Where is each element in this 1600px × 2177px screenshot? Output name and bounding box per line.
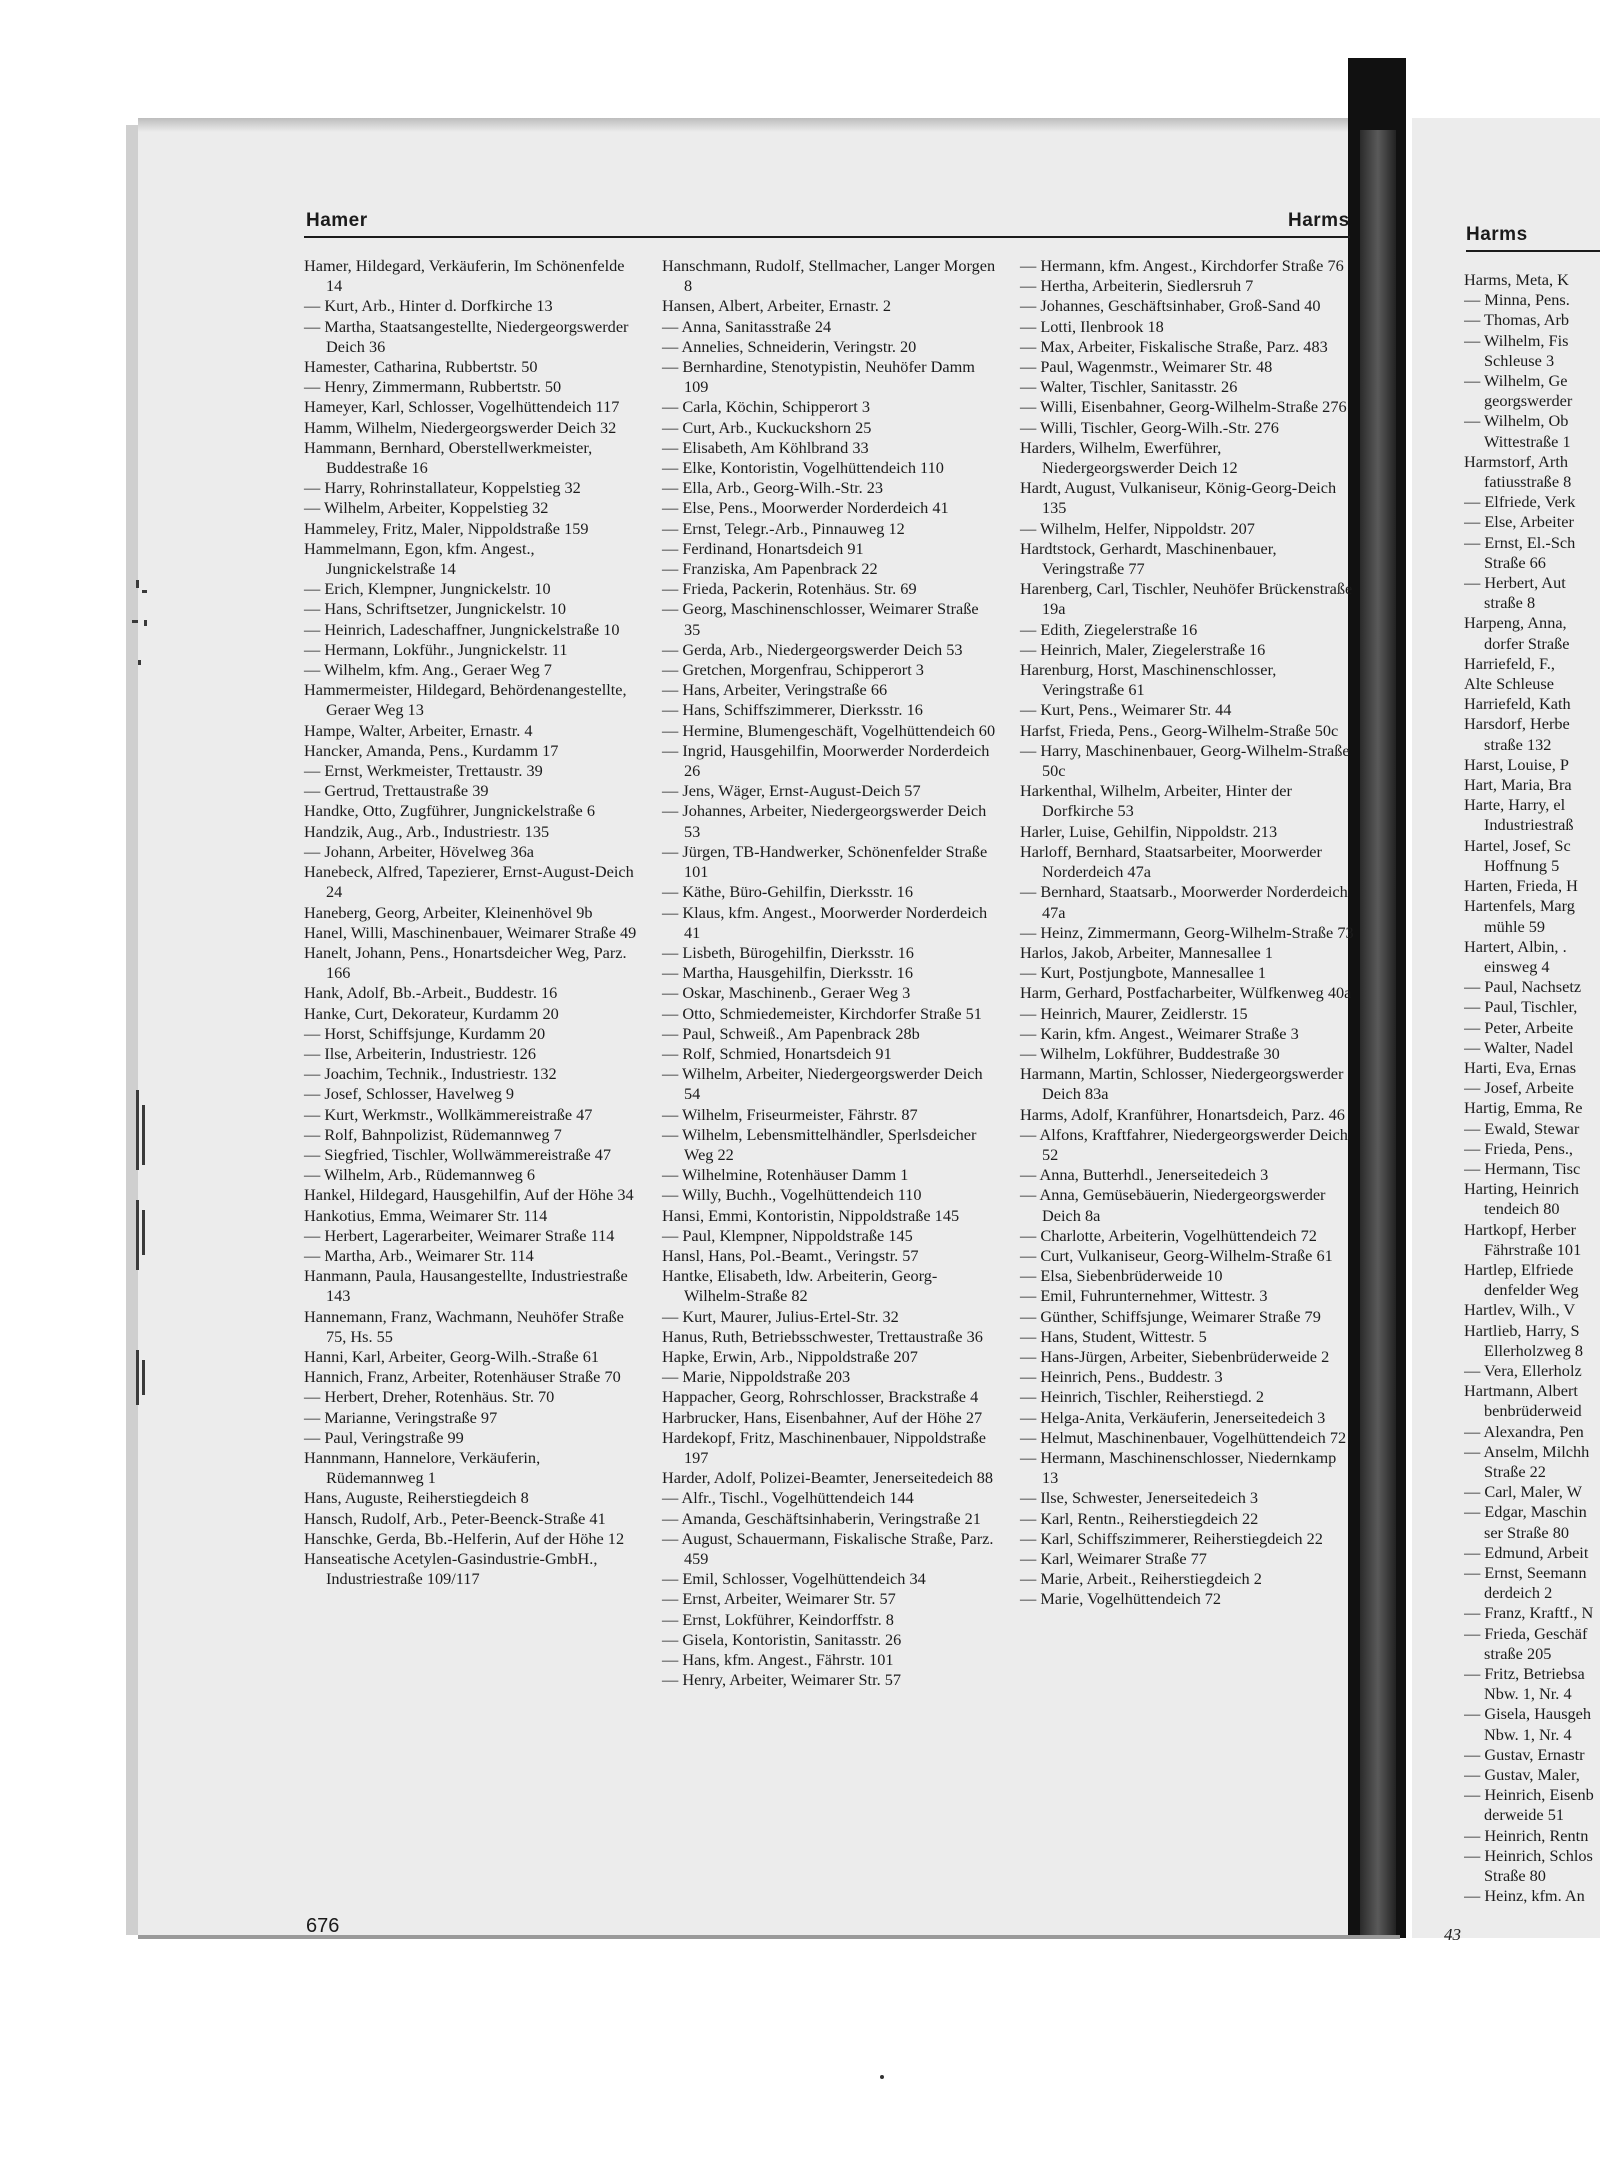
directory-entry: Hankotius, Emma, Weimarer Str. 114 bbox=[304, 1205, 548, 1225]
directory-entry: — Willy, Buchh., Vogelhüttendeich 110 bbox=[662, 1185, 922, 1205]
directory-entry: — Erich, Klempner, Jungnickelstr. 10 bbox=[304, 579, 551, 599]
directory-entry-fragment: — Ernst, Seemann bbox=[1464, 1563, 1587, 1582]
directory-entry-fragment: ser Straße 80 bbox=[1484, 1522, 1569, 1542]
directory-entry: — Bernhard, Staatsarb., Moorwerder Norderdeich 47a bbox=[1020, 882, 1348, 922]
directory-entry-fragment: Hartel, Josef, Sc bbox=[1464, 835, 1571, 855]
directory-entry: Hamester, Catharina, Rubbertstr. 50 bbox=[304, 357, 538, 377]
directory-entry: — Jürgen, TB-Handwerker, Schönenfelder Straße 101 bbox=[662, 841, 988, 882]
directory-entry: — Jens, Wäger, Ernst-August-Deich 57 bbox=[662, 781, 921, 801]
directory-entry: Hammermeister, Hildegard, Behördenangestellte, Geraer Weg 13 bbox=[304, 680, 627, 720]
directory-entry: Hanus, Ruth, Betriebsschwester, Trettaustraße 36 bbox=[662, 1326, 983, 1346]
directory-entry: — Josef, Schlosser, Havelweg 9 bbox=[304, 1084, 515, 1104]
directory-entry: — Curt, Arb., Kuckuckshorn 25 bbox=[662, 417, 872, 437]
directory-entry: — Alfr., Tischl., Vogelhüttendeich 144 bbox=[662, 1488, 914, 1508]
directory-entry: — Heinz, Zimmermann, Georg-Wilhelm-Straße 73 bbox=[1020, 922, 1354, 942]
speck bbox=[880, 2075, 884, 2079]
left-header-word: Hamer bbox=[306, 210, 368, 231]
directory-entry: — Paul, Veringstraße 99 bbox=[304, 1427, 464, 1447]
directory-entry: Hamer, Hildegard, Verkäuferin, Im Schönenfelde 14 bbox=[304, 256, 625, 296]
directory-entry-fragment: Hartenfels, Marg bbox=[1464, 896, 1575, 916]
directory-entry-fragment: Hoffnung 5 bbox=[1484, 855, 1560, 875]
directory-entry-fragment: — Ewald, Stewar bbox=[1464, 1118, 1580, 1138]
directory-entry-fragment: Harst, Louise, P bbox=[1464, 754, 1569, 774]
directory-entry-fragment: Hartlev, Wilh., V bbox=[1464, 1300, 1576, 1320]
directory-entry: Harlos, Jakob, Arbeiter, Mannesallee 1 bbox=[1020, 942, 1273, 962]
directory-entry: — Ilse, Schwester, Jenerseitedeich 3 bbox=[1020, 1488, 1259, 1508]
directory-entry: — Henry, Zimmermann, Rubbertstr. 50 bbox=[304, 377, 562, 397]
directory-entry: — Georg, Maschinenschlosser, Weimarer Straße 35 bbox=[662, 599, 979, 639]
margin-mark bbox=[144, 620, 147, 626]
directory-entry-fragment: denfelder Weg bbox=[1484, 1280, 1579, 1300]
directory-entry: — Rolf, Bahnpolizist, Rüdemannweg 7 bbox=[304, 1124, 562, 1144]
directory-entry: — Günther, Schiffsjunge, Weimarer Straße 79 bbox=[1020, 1306, 1321, 1326]
directory-entry-fragment: Harting, Heinrich bbox=[1464, 1179, 1579, 1199]
directory-entry-fragment: Straße 22 bbox=[1484, 1461, 1546, 1481]
directory-entry-fragment: — Wilhelm, Fis bbox=[1464, 330, 1569, 350]
margin-mark bbox=[132, 620, 138, 623]
directory-entry-fragment: straße 8 bbox=[1484, 593, 1536, 613]
directory-entry: — Harry, Maschinenbauer, Georg-Wilhelm-Straße 50c bbox=[1020, 740, 1350, 781]
directory-entry: Hanschmann, Rudolf, Stellmacher, Langer Morgen 8 bbox=[662, 256, 996, 296]
directory-entry-fragment: Harsdorf, Herbe bbox=[1464, 714, 1570, 734]
page-top-shadow bbox=[138, 118, 1400, 132]
directory-entry-fragment: Hartig, Emma, Re bbox=[1464, 1098, 1583, 1118]
directory-entry-fragment: Nbw. 1, Nr. 4 bbox=[1484, 1684, 1572, 1704]
directory-entry: — Heinrich, Tischler, Reiherstiegd. 2 bbox=[1020, 1387, 1264, 1407]
directory-entry-fragment: Hartlieb, Harry, S bbox=[1464, 1320, 1580, 1340]
directory-entry: — Siegfried, Tischler, Wollwämmereistraße 47 bbox=[304, 1144, 612, 1164]
directory-entry: — Wilhelm, kfm. Ang., Geraer Weg 7 bbox=[304, 660, 552, 680]
directory-entry-fragment: — Wilhelm, Ge bbox=[1464, 371, 1568, 391]
directory-entry: — Henry, Arbeiter, Weimarer Str. 57 bbox=[662, 1670, 902, 1690]
directory-entry: Hanseatische Acetylen-Gasindustrie-GmbH., Industriestraße 109/117 bbox=[304, 1549, 598, 1589]
directory-entry: Hammann, Bernhard, Oberstellwerkmeister, Buddestraße 16 bbox=[304, 437, 593, 478]
directory-entry: — Bernhardine, Stenotypistin, Neuhöfer Damm 109 bbox=[662, 357, 975, 397]
directory-entry: — Ella, Arb., Georg-Wilh.-Str. 23 bbox=[662, 478, 884, 498]
directory-entry-fragment: derweide 51 bbox=[1484, 1805, 1565, 1825]
directory-entry-fragment: Hartert, Albin, . bbox=[1464, 936, 1567, 956]
directory-entry: — Ernst, Werkmeister, Trettaustr. 39 bbox=[304, 761, 543, 781]
directory-entry: Harm, Gerhard, Postfacharbeiter, Wülfkenweg 40a bbox=[1020, 983, 1352, 1003]
directory-entry: Harbrucker, Hans, Eisenbahner, Auf der Höhe 27 bbox=[662, 1407, 983, 1427]
directory-entry: — Herbert, Lagerarbeiter, Weimarer Straße 114 bbox=[304, 1225, 615, 1245]
directory-entry: — Willi, Tischler, Georg-Wilh.-Str. 276 bbox=[1020, 417, 1279, 437]
directory-entry: — Wilhelm, Friseurmeister, Fährstr. 87 bbox=[662, 1104, 918, 1124]
directory-entry: — Else, Pens., Moorwerder Norderdeich 41 bbox=[662, 498, 949, 518]
directory-entry: Hank, Adolf, Bb.-Arbeit., Buddestr. 16 bbox=[304, 983, 558, 1003]
directory-entry: — Martha, Hausgehilfin, Dierksstr. 16 bbox=[662, 963, 913, 983]
directory-entry: — Carla, Köchin, Schipperort 3 bbox=[662, 397, 870, 417]
margin-mark bbox=[142, 1105, 145, 1165]
directory-entry: Hanelt, Johann, Pens., Honartsdeicher Weg, Parz. 166 bbox=[304, 942, 627, 983]
directory-entry: — Heinrich, Pens., Buddestr. 3 bbox=[1020, 1367, 1223, 1387]
directory-entry: — Hans, Schriftsetzer, Jungnickelstr. 10 bbox=[304, 599, 567, 619]
directory-entry: — Hermann, Lokführ., Jungnickelstr. 11 bbox=[304, 639, 568, 659]
directory-entry-fragment: — Hermann, Tisc bbox=[1464, 1158, 1581, 1178]
directory-entry-fragment: — Josef, Arbeite bbox=[1464, 1078, 1574, 1098]
directory-entry: Hammeley, Fritz, Maler, Nippoldstraße 159 bbox=[304, 518, 589, 538]
directory-entry: — Ernst, Lokführer, Keindorffstr. 8 bbox=[662, 1609, 894, 1629]
directory-entry-fragment: Ellerholzweg 8 bbox=[1484, 1340, 1584, 1360]
directory-entry: — Emil, Fuhrunternehmer, Wittestr. 3 bbox=[1020, 1286, 1268, 1306]
directory-entry: — Franziska, Am Papenbrack 22 bbox=[662, 559, 878, 579]
directory-entry: — Wilhelm, Lokführer, Buddestraße 30 bbox=[1020, 1043, 1280, 1063]
directory-entry: — Kurt, Pens., Weimarer Str. 44 bbox=[1020, 700, 1232, 720]
directory-entry-fragment: — Heinrich, Rentn bbox=[1464, 1825, 1589, 1845]
directory-entry-fragment: — Gustav, Ernastr bbox=[1464, 1744, 1585, 1764]
directory-entry: Hansen, Albert, Arbeiter, Ernastr. 2 bbox=[662, 296, 892, 316]
directory-entry: Hardt, August, Vulkaniseur, König-Georg-Deich 135 bbox=[1020, 478, 1337, 518]
directory-entry-fragment: — Gustav, Maler, bbox=[1464, 1765, 1580, 1785]
directory-entry: — Hans, Schiffszimmerer, Dierksstr. 16 bbox=[662, 700, 923, 720]
directory-entry-fragment: — Walter, Nadel bbox=[1464, 1037, 1574, 1057]
directory-entry: Hampe, Walter, Arbeiter, Ernastr. 4 bbox=[304, 720, 533, 740]
directory-entry: — August, Schauermann, Fiskalische Straße, Parz. 459 bbox=[662, 1528, 994, 1568]
directory-entry-fragment: Wittestraße 1 bbox=[1484, 431, 1571, 451]
directory-entry: — Gisela, Kontoristin, Sanitasstr. 26 bbox=[662, 1629, 902, 1649]
directory-entry: Hancker, Amanda, Pens., Kurdamm 17 bbox=[304, 740, 559, 760]
directory-entry: — Horst, Schiffsjunge, Kurdamm 20 bbox=[304, 1023, 546, 1043]
directory-entry: Hanel, Willi, Maschinenbauer, Weimarer Straße 49 bbox=[304, 922, 637, 942]
directory-entry: — Rolf, Schmied, Honartsdeich 91 bbox=[662, 1043, 892, 1063]
directory-entry-fragment: mühle 59 bbox=[1484, 916, 1546, 936]
directory-entry: — Kurt, Maurer, Julius-Ertel-Str. 32 bbox=[662, 1306, 899, 1326]
directory-entry-fragment: Harriefeld, F., bbox=[1464, 653, 1555, 673]
directory-entry-fragment: Alte Schleuse bbox=[1464, 674, 1554, 694]
directory-entry: Hansch, Rudolf, Arb., Peter-Beenck-Straße 41 bbox=[304, 1508, 606, 1528]
directory-entry: Harders, Wilhelm, Ewerführer, Niedergeorgswerder Deich 12 bbox=[1020, 437, 1238, 478]
directory-entry: — Martha, Staatsangestellte, Niedergeorgswerder Deich 36 bbox=[304, 316, 629, 356]
directory-entry: — Ingrid, Hausgehilfin, Moorwerder Norderdeich 26 bbox=[662, 740, 990, 781]
directory-entry-fragment: straße 205 bbox=[1484, 1643, 1552, 1663]
directory-entry-fragment: — Wilhelm, Ob bbox=[1464, 411, 1569, 431]
directory-entry: Harenburg, Horst, Maschinenschlosser, Veringstraße 61 bbox=[1020, 660, 1277, 700]
book-gutter bbox=[1360, 130, 1396, 1936]
directory-entry-fragment: — Gisela, Hausgeh bbox=[1464, 1704, 1592, 1724]
directory-entry: Hannich, Franz, Arbeiter, Rotenhäuser Straße 70 bbox=[304, 1367, 621, 1387]
directory-entry-fragment: Industriestraß bbox=[1484, 815, 1574, 835]
directory-entry: — Klaus, kfm. Angest., Moorwerder Norderdeich 41 bbox=[662, 902, 988, 942]
directory-entry: Hanschke, Gerda, Bb.-Helferin, Auf der Höhe 12 bbox=[304, 1528, 625, 1548]
directory-entry-fragment: — Else, Arbeiter bbox=[1464, 512, 1574, 532]
directory-entry: Harmann, Martin, Schlosser, Niedergeorgswerder Deich 83a bbox=[1020, 1064, 1344, 1104]
directory-entry: Hannemann, Franz, Wachmann, Neuhöfer Straße 75, Hs. 55 bbox=[304, 1306, 624, 1346]
column-1 bbox=[304, 256, 640, 1589]
header-rule bbox=[304, 236, 1350, 238]
directory-entry: Harfst, Frieda, Pens., Georg-Wilhelm-Straße 50c bbox=[1020, 720, 1339, 740]
directory-entry: — Paul, Schweiß., Am Papenbrack 28b bbox=[662, 1023, 920, 1043]
directory-entry: — Edith, Ziegelerstraße 16 bbox=[1020, 619, 1198, 639]
next-page-number: 43 bbox=[1444, 1925, 1461, 1944]
directory-entry: — Emil, Schlosser, Vogelhüttendeich 34 bbox=[662, 1569, 926, 1589]
directory-entry-fragment: — Minna, Pens. bbox=[1464, 290, 1570, 310]
directory-entry-fragment: — Fritz, Betriebsa bbox=[1464, 1664, 1585, 1684]
directory-entry: — Karin, kfm. Angest., Weimarer Straße 3 bbox=[1020, 1023, 1299, 1043]
right-header-word: Harms bbox=[1288, 210, 1350, 231]
directory-entry: Haneberg, Georg, Arbeiter, Kleinenhövel 9b bbox=[304, 902, 593, 922]
directory-entry: — Herbert, Dreher, Rotenhäus. Str. 70 bbox=[304, 1387, 555, 1407]
margin-mark bbox=[138, 660, 141, 665]
directory-entry: — Wilhelm, Helfer, Nippoldstr. 207 bbox=[1020, 518, 1255, 538]
directory-entry: — Walter, Tischler, Sanitasstr. 26 bbox=[1020, 377, 1238, 397]
directory-entry-fragment: — Vera, Ellerholz bbox=[1464, 1360, 1582, 1380]
directory-entry: — Charlotte, Arbeiterin, Vogelhüttendeich 72 bbox=[1020, 1225, 1317, 1245]
directory-entry: — Curt, Vulkaniseur, Georg-Wilhelm-Straße 61 bbox=[1020, 1245, 1333, 1265]
directory-entry: — Hermann, Maschinenschlosser, Niedernkamp 13 bbox=[1020, 1447, 1337, 1488]
directory-entry: Hammelmann, Egon, kfm. Angest., Jungnickelstraße 14 bbox=[304, 538, 535, 579]
column-3 bbox=[1020, 256, 1356, 1610]
directory-entry: — Heinrich, Maler, Ziegelerstraße 16 bbox=[1020, 639, 1266, 659]
directory-entry: — Annelies, Schneiderin, Veringstr. 20 bbox=[662, 336, 917, 356]
directory-entry: Harder, Adolf, Polizei-Beamter, Jenerseitedeich 88 bbox=[662, 1468, 993, 1488]
directory-entry-fragment: — Edgar, Maschin bbox=[1464, 1502, 1587, 1522]
directory-entry: Hameyer, Karl, Schlosser, Vogelhüttendeich 117 bbox=[304, 397, 620, 417]
directory-entry: Harkenthal, Wilhelm, Arbeiter, Hinter der Dorfkirche 53 bbox=[1020, 781, 1292, 821]
directory-entry-fragment: Harte, Harry, el bbox=[1464, 795, 1566, 815]
directory-entry-fragment: — Paul, Tischler, bbox=[1464, 997, 1578, 1017]
directory-entry: Hansl, Hans, Pol.-Beamt., Veringstr. 57 bbox=[662, 1245, 919, 1265]
directory-entry: — Ernst, Telegr.-Arb., Pinnauweg 12 bbox=[662, 518, 905, 538]
directory-entry: Hardtstock, Gerhardt, Maschinenbauer, Veringstraße 77 bbox=[1020, 538, 1277, 579]
next-page-column bbox=[1464, 270, 1600, 1906]
next-page-rule bbox=[1466, 250, 1600, 252]
margin-mark bbox=[136, 1350, 139, 1405]
directory-entry-fragment: — Heinrich, Schlos bbox=[1464, 1845, 1593, 1865]
directory-entry: — Oskar, Maschinenb., Geraer Weg 3 bbox=[662, 983, 911, 1003]
directory-entry: Hannmann, Hannelore, Verkäuferin, Rüdemannweg 1 bbox=[304, 1447, 541, 1488]
directory-entry: — Martha, Arb., Weimarer Str. 114 bbox=[304, 1245, 534, 1265]
directory-entry-fragment: straße 132 bbox=[1484, 734, 1552, 754]
directory-entry: — Hans, kfm. Angest., Fährstr. 101 bbox=[662, 1650, 894, 1670]
directory-entry-fragment: — Ernst, El.-Sch bbox=[1464, 532, 1576, 552]
directory-entry: — Anna, Butterhdl., Jenerseitedeich 3 bbox=[1020, 1165, 1269, 1185]
directory-entry: Hankel, Hildegard, Hausgehilfin, Auf der Höhe 34 bbox=[304, 1185, 634, 1205]
margin-mark bbox=[142, 1360, 145, 1395]
directory-entry-fragment: Harpeng, Anna, bbox=[1464, 613, 1567, 633]
directory-entry-fragment: — Franz, Kraftf., N bbox=[1464, 1603, 1594, 1623]
directory-entry-fragment: Harten, Frieda, H bbox=[1464, 876, 1578, 896]
directory-entry: — Marie, Arbeit., Reiherstiegdeich 2 bbox=[1020, 1569, 1262, 1589]
directory-entry: — Kurt, Werkmstr., Wollkämmereistraße 47 bbox=[304, 1104, 593, 1124]
directory-entry-fragment: fatiusstraße 8 bbox=[1484, 472, 1572, 492]
directory-entry: — Hans, Arbeiter, Veringstraße 66 bbox=[662, 680, 888, 700]
margin-mark bbox=[136, 1200, 139, 1270]
directory-entry: — Wilhelm, Arbeiter, Koppelstieg 32 bbox=[304, 498, 549, 518]
directory-entry: Hantke, Elisabeth, ldw. Arbeiterin, Georg-Wilhelm-Straße 82 bbox=[662, 1266, 938, 1306]
directory-entry: Hans, Auguste, Reiherstiegdeich 8 bbox=[304, 1488, 529, 1508]
directory-entry-fragment: Harmstorf, Arth bbox=[1464, 451, 1568, 471]
directory-entry: — Wilhelm, Arbeiter, Niedergeorgswerder Deich 54 bbox=[662, 1064, 983, 1104]
directory-entry: — Johann, Arbeiter, Hövelweg 36a bbox=[304, 841, 534, 861]
directory-entry: — Karl, Weimarer Straße 77 bbox=[1020, 1549, 1207, 1568]
directory-entry: — Amanda, Geschäftsinhaberin, Veringstraße 21 bbox=[662, 1508, 981, 1528]
directory-entry-fragment: — Heinrich, Eisenb bbox=[1464, 1785, 1594, 1805]
directory-entry: — Frieda, Packerin, Rotenhäus. Str. 69 bbox=[662, 579, 917, 599]
directory-entry: — Hans, Student, Wittestr. 5 bbox=[1020, 1326, 1207, 1346]
directory-entry: — Marie, Vogelhüttendeich 72 bbox=[1020, 1589, 1222, 1609]
directory-entry: — Lisbeth, Bürogehilfin, Dierksstr. 16 bbox=[662, 942, 914, 962]
directory-entry-fragment: einsweg 4 bbox=[1484, 956, 1550, 976]
directory-entry: — Ferdinand, Honartsdeich 91 bbox=[662, 538, 864, 558]
directory-entry-fragment: — Heinz, kfm. An bbox=[1464, 1886, 1585, 1906]
directory-entry: — Alfons, Kraftfahrer, Niedergeorgswerder Deich 52 bbox=[1020, 1124, 1348, 1164]
directory-entry-fragment: Straße 80 bbox=[1484, 1866, 1546, 1886]
directory-entry-fragment: benbrüderweid bbox=[1484, 1401, 1582, 1421]
directory-entry: — Marianne, Veringstraße 97 bbox=[304, 1407, 498, 1427]
next-page-header: Harms bbox=[1466, 224, 1528, 245]
directory-entry: Harenberg, Carl, Tischler, Neuhöfer Brückenstraße 19a bbox=[1020, 579, 1353, 619]
directory-entry: Handzik, Aug., Arb., Industriestr. 135 bbox=[304, 821, 550, 841]
directory-entry: Hanebeck, Alfred, Tapezierer, Ernst-August-Deich 24 bbox=[304, 862, 634, 902]
directory-entry: — Paul, Klempner, Nippoldstraße 145 bbox=[662, 1225, 913, 1245]
directory-entry-fragment: Hartmann, Albert bbox=[1464, 1381, 1578, 1401]
directory-entry: — Gertrud, Trettaustraße 39 bbox=[304, 781, 489, 801]
directory-entry: — Ernst, Arbeiter, Weimarer Str. 57 bbox=[662, 1589, 896, 1609]
margin-mark bbox=[136, 580, 139, 588]
directory-entry: Handke, Otto, Zugführer, Jungnickelstraße 6 bbox=[304, 801, 595, 821]
directory-entry: — Wilhelmine, Rotenhäuser Damm 1 bbox=[662, 1165, 909, 1185]
directory-entry-fragment: — Frieda, Geschäf bbox=[1464, 1623, 1588, 1643]
directory-entry-fragment: dorfer Straße bbox=[1484, 633, 1570, 653]
directory-entry: — Elisabeth, Am Köhlbrand 33 bbox=[662, 437, 869, 457]
directory-entry: Hapke, Erwin, Arb., Nippoldstraße 207 bbox=[662, 1346, 918, 1366]
directory-entry-fragment: — Frieda, Pens., bbox=[1464, 1138, 1573, 1158]
directory-entry-fragment: — Anselm, Milchh bbox=[1464, 1441, 1590, 1461]
directory-entry: — Wilhelm, Lebensmittelhändler, Sperlsdeicher Weg 22 bbox=[662, 1124, 977, 1164]
directory-entry: — Johannes, Geschäftsinhaber, Groß-Sand 40 bbox=[1020, 296, 1321, 316]
directory-entry: — Helmut, Maschinenbauer, Vogelhüttendeich 72 bbox=[1020, 1427, 1347, 1447]
directory-entry-fragment: — Herbert, Aut bbox=[1464, 573, 1566, 593]
directory-entry-fragment: Hart, Maria, Bra bbox=[1464, 775, 1572, 795]
directory-entry: — Johannes, Arbeiter, Niedergeorgswerder Deich 53 bbox=[662, 801, 987, 841]
directory-entry: — Otto, Schmiedemeister, Kirchdorfer Straße 51 bbox=[662, 1003, 982, 1023]
directory-entry: Hansi, Emmi, Kontoristin, Nippoldstraße 145 bbox=[662, 1205, 960, 1225]
directory-entry: — Elsa, Siebenbrüderweide 10 bbox=[1020, 1266, 1223, 1286]
page-number: 676 bbox=[306, 1915, 340, 1937]
directory-entry: — Karl, Schiffszimmerer, Reiherstiegdeich 22 bbox=[1020, 1528, 1323, 1548]
directory-entry: — Lotti, Ilenbrook 18 bbox=[1020, 316, 1164, 336]
directory-entry: — Helga-Anita, Verkäuferin, Jenerseitedeich 3 bbox=[1020, 1407, 1326, 1427]
directory-entry: — Anna, Gemüsebäuerin, Niedergeorgswerder Deich 8a bbox=[1020, 1185, 1326, 1225]
directory-entry: — Käthe, Büro-Gehilfin, Dierksstr. 16 bbox=[662, 882, 913, 902]
directory-entry: — Wilhelm, Arb., Rüdemannweg 6 bbox=[304, 1165, 536, 1185]
margin-mark bbox=[142, 1210, 145, 1255]
directory-entry: — Kurt, Arb., Hinter d. Dorfkirche 13 bbox=[304, 296, 553, 316]
directory-entry: — Marie, Nippoldstraße 203 bbox=[662, 1367, 851, 1387]
directory-entry: — Kurt, Postjungbote, Mannesallee 1 bbox=[1020, 963, 1266, 983]
directory-entry: — Paul, Wagenmstr., Weimarer Str. 48 bbox=[1020, 357, 1273, 377]
directory-entry: Hanni, Karl, Arbeiter, Georg-Wilh.-Straße 61 bbox=[304, 1346, 599, 1366]
directory-entry-fragment: — Alexandra, Pen bbox=[1464, 1421, 1584, 1441]
directory-entry-fragment: Hartkopf, Herber bbox=[1464, 1219, 1577, 1239]
directory-entry: Happacher, Georg, Rohrschlosser, Brackstraße 4 bbox=[662, 1387, 979, 1407]
directory-entry: Hamm, Wilhelm, Niedergeorgswerder Deich 32 bbox=[304, 417, 617, 437]
directory-entry: Hanmann, Paula, Hausangestellte, Industriestraße 143 bbox=[304, 1266, 628, 1306]
margin-mark bbox=[142, 590, 147, 593]
directory-entry: — Hans-Jürgen, Arbeiter, Siebenbrüderweide 2 bbox=[1020, 1346, 1330, 1366]
directory-entry-fragment: — Carl, Maler, W bbox=[1464, 1482, 1582, 1502]
directory-entry: — Karl, Rentn., Reiherstiegdeich 22 bbox=[1020, 1508, 1259, 1528]
directory-entry: — Gretchen, Morgenfrau, Schipperort 3 bbox=[662, 660, 924, 680]
directory-entry-fragment: Straße 66 bbox=[1484, 552, 1546, 572]
directory-entry: Hardekopf, Fritz, Maschinenbauer, Nippoldstraße 197 bbox=[662, 1427, 986, 1467]
directory-entry-fragment: Harriefeld, Kath bbox=[1464, 694, 1571, 714]
directory-entry: — Anna, Sanitasstraße 24 bbox=[662, 316, 832, 336]
directory-entry-fragment: — Edmund, Arbeit bbox=[1464, 1542, 1589, 1562]
directory-entry-fragment: tendeich 80 bbox=[1484, 1199, 1560, 1219]
directory-entry-fragment: — Elfriede, Verk bbox=[1464, 492, 1576, 512]
directory-entry-fragment: Harms, Meta, K bbox=[1464, 270, 1569, 289]
directory-entry-fragment: — Thomas, Arb bbox=[1464, 310, 1570, 330]
directory-entry: — Joachim, Technik., Industriestr. 132 bbox=[304, 1064, 557, 1084]
directory-entry-fragment: derdeich 2 bbox=[1484, 1583, 1553, 1603]
directory-entry-fragment: Hartlep, Elfriede bbox=[1464, 1259, 1574, 1279]
directory-entry-fragment: — Peter, Arbeite bbox=[1464, 1017, 1574, 1037]
directory-entry-fragment: Nbw. 1, Nr. 4 bbox=[1484, 1724, 1572, 1744]
directory-entry: — Willi, Eisenbahner, Georg-Wilhelm-Straße 276 bbox=[1020, 397, 1347, 417]
directory-entry: — Hermine, Blumengeschäft, Vogelhüttendeich 60 bbox=[662, 720, 996, 740]
directory-entry-fragment: — Paul, Nachsetz bbox=[1464, 977, 1582, 997]
directory-entry: — Ilse, Arbeiterin, Industriestr. 126 bbox=[304, 1043, 536, 1063]
directory-entry: — Hermann, kfm. Angest., Kirchdorfer Straße 76 bbox=[1020, 256, 1344, 275]
directory-entry: — Harry, Rohrinstallateur, Koppelstieg 32 bbox=[304, 478, 581, 498]
directory-entry: — Gerda, Arb., Niedergeorgswerder Deich 53 bbox=[662, 639, 963, 659]
directory-entry: — Hertha, Arbeiterin, Siedlersruh 7 bbox=[1020, 276, 1254, 296]
directory-entry-fragment: georgswerder bbox=[1484, 391, 1573, 411]
directory-entry: Harms, Adolf, Kranführer, Honartsdeich, Parz. 46 bbox=[1020, 1104, 1345, 1124]
directory-entry: Hanke, Curt, Dekorateur, Kurdamm 20 bbox=[304, 1003, 559, 1023]
directory-entry: — Max, Arbeiter, Fiskalische Straße, Parz. 483 bbox=[1020, 336, 1328, 356]
directory-entry: — Elke, Kontoristin, Vogelhüttendeich 110 bbox=[662, 458, 944, 478]
directory-entry-fragment: Schleuse 3 bbox=[1484, 350, 1555, 370]
directory-entry: Harloff, Bernhard, Staatsarbeiter, Moorwerder Norderdeich 47a bbox=[1020, 841, 1322, 882]
directory-entry: — Heinrich, Maurer, Zeidlerstr. 15 bbox=[1020, 1003, 1248, 1023]
directory-entry: Harler, Luise, Gehilfin, Nippoldstr. 213 bbox=[1020, 821, 1278, 841]
directory-entry-fragment: Harti, Eva, Ernas bbox=[1464, 1057, 1577, 1077]
directory-entry-fragment: Fährstraße 101 bbox=[1484, 1239, 1582, 1259]
directory-entry: — Heinrich, Ladeschaffner, Jungnickelstraße 10 bbox=[304, 619, 620, 639]
margin-mark bbox=[136, 1090, 139, 1170]
column-2 bbox=[662, 256, 998, 1690]
